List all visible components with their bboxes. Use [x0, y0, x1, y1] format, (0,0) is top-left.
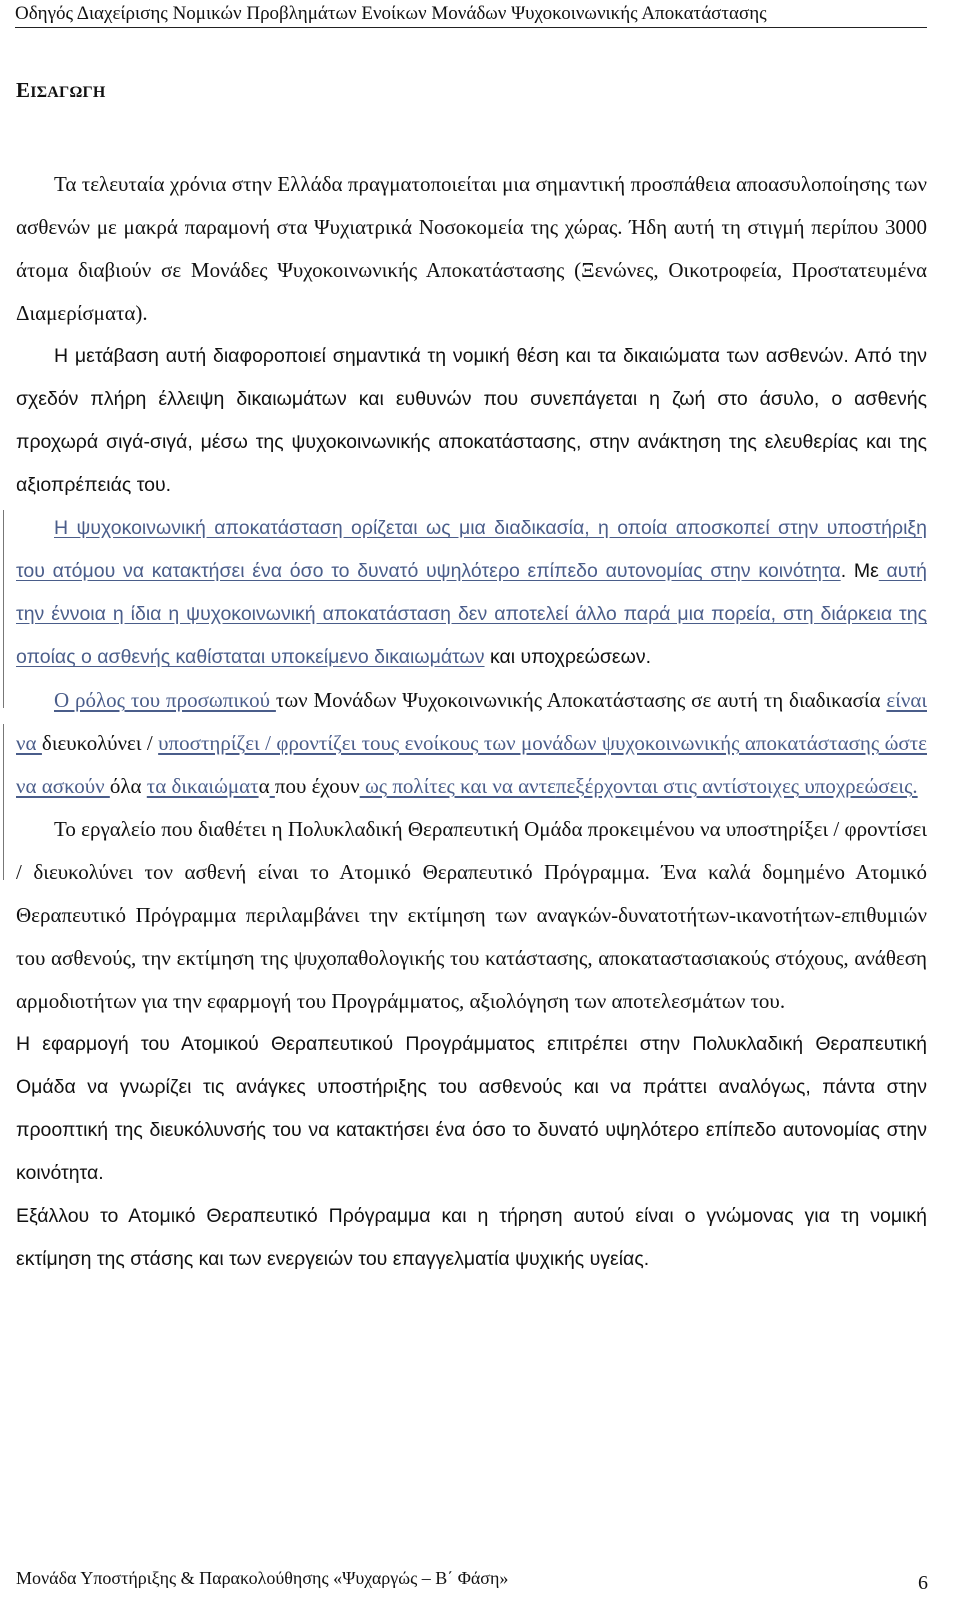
tracked-change-text: τα δικαιώματ	[146, 774, 259, 798]
paragraph: Η μετάβαση αυτή διαφοροποιεί σημαντικά τη νομική θέση και τα δικαιώματα των ασθενών. Από την σχεδόν πλήρη έλλειψη δικαιωμάτων και ευθυνών που συνεπάγεται η ζωή στο άσυλο, ο ασθενής προχωρά σιγά-σιγά, μέσω της ψυχοκοινωνικής αποκατάστασης, στην ανάκτηση της ελευθερίας και της αξιοπρέπειάς του.	[16, 345, 927, 496]
paragraph-text: και υποχρεώσεων.	[484, 646, 652, 668]
tracked-change-text: Η ψυχοκοινωνική αποκατάσταση ορίζεται ως μια διαδικασία, η οποία αποσκοπεί στην υποστήριξη του ατόμου να κατακτήσει ένα όσο το δυνατό υψηλότερο επίπεδο αυτονομίας στην κοινότητα	[16, 517, 927, 582]
tracked-change-text: πεξέρχονται στις αντίστοιχες υποχρεώσεις.	[555, 774, 918, 798]
paragraph-text: διευκολύνει /	[41, 731, 159, 755]
paragraph-text: όλα	[109, 774, 147, 798]
tracked-change-text: Ο ρόλος του προσωπικού	[54, 688, 276, 712]
paragraph	[16, 679, 927, 808]
paragraph: Το εργαλείο που διαθέτει η Πολυκλαδική Θεραπευτική Ομάδα προκειμένου να υποστηρίξει / φροντίσει / διευκολύνει τον ασθενή είναι το Ατομικό Θεραπευτικό Πρόγραμμα. Ένα καλά δομημένο Ατομικό Θεραπευτικό Πρόγραμμα περιλαμβάνει την εκτίμηση των αναγκών-δυνατοτήτων-ικανοτήτων-επιθυμιών του ασθενούς, την εκτίμηση της ψυχοπαθολογικής του κατάστασης, αποκαταστασιακούς στόχους, ανάθεση αρμοδιοτήτων για την εφαρμογή του Προγράμματος, αξιολόγηση των αποτελεσμάτων του.	[16, 817, 927, 1013]
paragraph-text: . Με	[840, 560, 879, 582]
paragraph-text: που έχουν	[274, 774, 360, 798]
page-number: 6	[918, 1572, 928, 1594]
paragraph: Εξάλλου το Ατομικό Θεραπευτικό Πρόγραμμα και η τήρηση αυτού είναι ο γνώμονας για τη νομική εκτίμηση της στάσης και των ενεργειών του επαγγελματία ψυχικής υγείας.	[16, 1205, 927, 1270]
change-bar	[3, 724, 4, 880]
footer-text: Μονάδα Υποστήριξης & Παρακολούθησης «Ψυχαργώς – Β΄ Φάση»	[16, 1568, 509, 1588]
paragraph	[16, 507, 927, 679]
paragraph: Τα τελευταία χρόνια στην Ελλάδα πραγματοποιείται μια σημαντική προσπάθεια αποασυλοποίησης των ασθενών με μακρά παραμονή στα Ψυχιατρικά Νοσοκομεία της χώρας. Ήδη αυτή τη στιγμή περίπου 3000 άτομα διαβιούν σε Μονάδες Ψυχοκοινωνικής Αποκατάστασης (Ξενώνες, Οικοτροφεία, Προστατευμένα Διαμερίσματα).	[16, 172, 927, 325]
tracked-change-text: ως πολίτες και να αντε	[359, 774, 556, 798]
section-title-rest: ΙΣΑΓΩΓΗ	[30, 84, 106, 101]
tracked-change-text: αυτή την έννοια η ίδια η ψυχοκοινωνική αποκατάσταση δεν αποτελεί άλλο παρά μια πορεία, στη διάρκεια της οποίας ο ασθενής καθίσταται υποκείμενο δικαιωμάτων	[16, 560, 927, 668]
body-text	[16, 163, 927, 1281]
running-footer	[16, 1568, 928, 1594]
running-header: Οδηγός Διαχείρισης Νομικών Προβλημάτων Ενοίκων Μονάδων Ψυχοκοινωνικής Αποκατάστασης	[15, 2, 927, 28]
tracked-change-text: είναι να	[16, 688, 927, 755]
paragraph-text: α	[258, 774, 270, 798]
paragraph-text: των Μονάδων Ψυχοκοινωνικής Αποκατάστασης σε αυτή τη διαδικασία	[275, 688, 887, 712]
tracked-change-text: υποστηρίζει / φροντίζει τους ενοίκους των μονάδων ψυχοκοινωνικής αποκατάστασης ώστε να ασκούν	[16, 731, 927, 798]
section-title-initial: Ε	[16, 78, 31, 102]
change-bar	[3, 510, 4, 708]
paragraph: Η εφαρμογή του Ατομικού Θεραπευτικού Προγράμματος επιτρέπει στην Πολυκλαδική Θεραπευτική Ομάδα να γνωρίζει τις ανάγκες υποστήριξης του ασθενούς και να πράττει αναλόγως, πάντα στην προοπτική της διευκόλυνσής του να κατακτήσει ένα όσο το δυνατό υψηλότερο επίπεδο αυτονομίας στην κοινότητα.	[16, 1033, 927, 1184]
section-title	[16, 78, 105, 103]
